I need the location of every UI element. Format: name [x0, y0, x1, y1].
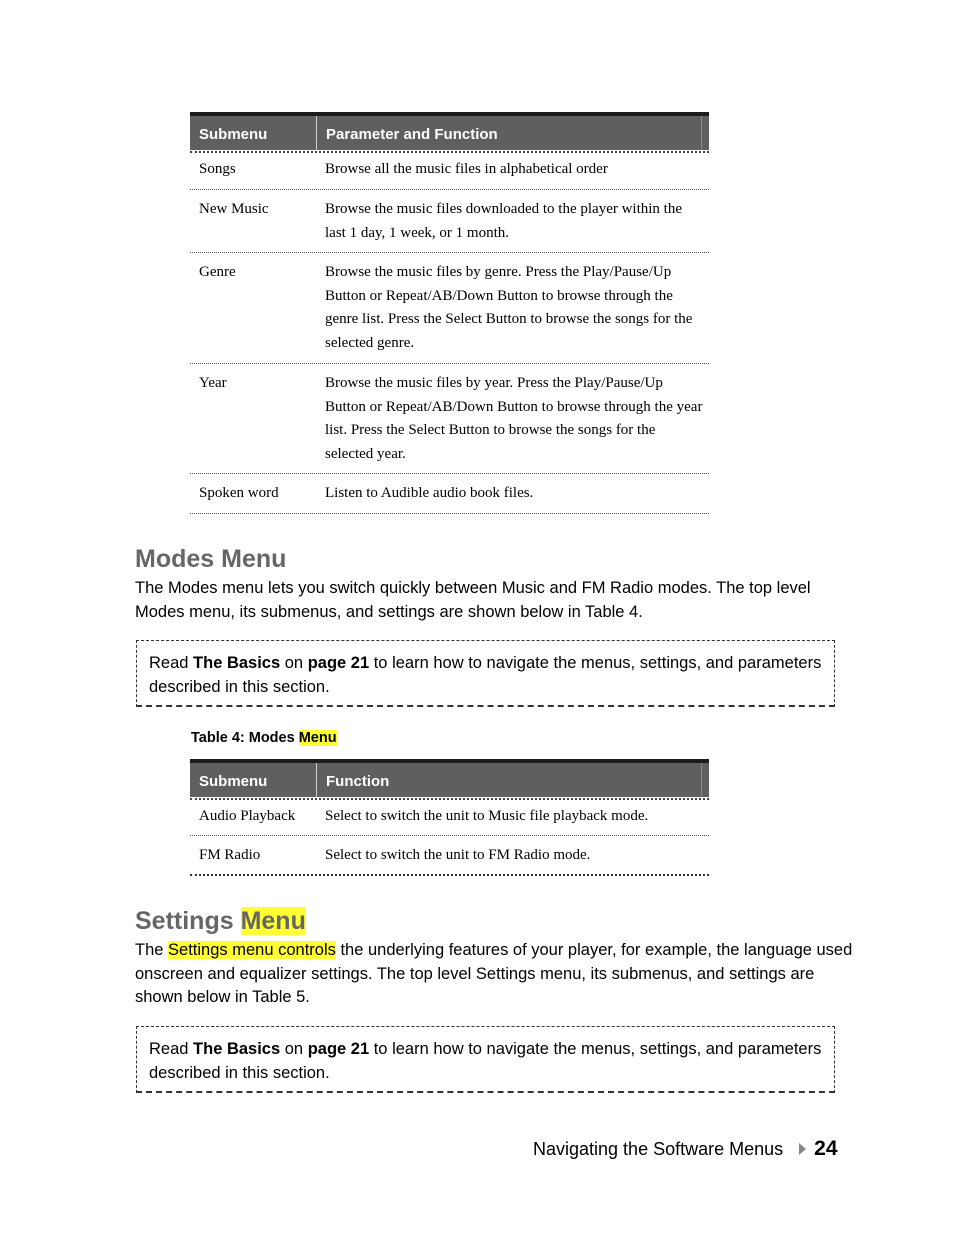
function-cell: Select to switch the unit to Music file playback mode.	[325, 808, 649, 824]
table-4-caption	[191, 730, 337, 746]
triangle-right-icon	[799, 1143, 806, 1155]
submenu-cell: Audio Playback	[199, 808, 296, 824]
table-header	[190, 112, 709, 150]
submenu-cell: Songs	[199, 161, 236, 177]
note-page-ref: page 21	[307, 1040, 370, 1058]
settings-menu-paragraph	[135, 939, 860, 1010]
column-header-submenu: Submenu	[199, 126, 268, 143]
modes-menu-heading: Modes Menu	[135, 545, 287, 573]
settings-para-rest: the underlying features of your player, for example, the language used onscreen and equalizer settings. The top level Settings menu, its submenus, and settings are shown below in Table 5.	[135, 941, 853, 1006]
settings-heading-highlight: Menu	[240, 907, 306, 935]
settings-heading-plain: Settings	[135, 907, 241, 935]
table-row	[190, 474, 709, 514]
function-cell: Listen to Audible audio book files.	[325, 485, 534, 501]
submenu-cell: New Music	[199, 201, 269, 217]
submenu-cell: FM Radio	[199, 847, 261, 863]
table-row	[190, 253, 709, 364]
settings-para-highlight: Settings menu controls	[168, 941, 336, 959]
table-row	[190, 836, 709, 876]
column-header-parameter-function: Parameter and Function	[316, 116, 701, 150]
caption-highlight: Menu	[298, 730, 337, 746]
submenu-cell: Genre	[199, 264, 236, 280]
note-box-settings	[136, 1026, 835, 1093]
page-footer	[533, 1136, 838, 1162]
submenu-table	[190, 112, 709, 514]
column-header-submenu: Submenu	[199, 773, 268, 790]
note-basics-link-text: The Basics	[193, 1040, 281, 1058]
note-basics-link-text: The Basics	[193, 654, 281, 672]
header-end-cap	[701, 116, 709, 150]
table-row	[190, 190, 709, 253]
note-on-text: on	[280, 1040, 308, 1058]
header-end-cap	[701, 763, 709, 797]
settings-para-prefix: The	[135, 941, 169, 959]
submenu-cell: Year	[199, 375, 227, 391]
note-page-ref: page 21	[307, 654, 370, 672]
note-on-text: on	[280, 654, 308, 672]
function-cell: Browse the music files by genre. Press the Play/Pause/Up Button or Repeat/AB/Down Button to browse through the genre list. Press the Select Button to browse the songs for the selected genre.	[325, 264, 693, 351]
modes-table	[190, 759, 709, 876]
note-rest-text: to learn how to navigate the menus, settings, and parameters described in this section.	[149, 654, 822, 696]
function-cell: Select to switch the unit to FM Radio mode.	[325, 847, 591, 863]
table-header	[190, 759, 709, 797]
column-header-function: Function	[316, 763, 701, 797]
function-cell: Browse the music files downloaded to the player within the last 1 day, 1 week, or 1 month.	[325, 201, 683, 241]
note-box-modes	[136, 640, 835, 707]
modes-menu-paragraph: The Modes menu lets you switch quickly between Music and FM Radio modes. The top level Modes menu, its submenus, and settings are shown below in Table 4.	[135, 579, 811, 621]
page-number: 24	[814, 1137, 838, 1160]
caption-prefix: Table 4: Modes	[191, 730, 299, 746]
submenu-cell: Spoken word	[199, 485, 279, 501]
table-row	[190, 797, 709, 836]
function-cell: Browse the music files by year. Press the Play/Pause/Up Button or Repeat/AB/Down Button to browse through the year list. Press the Select Button to browse the songs for the selected year.	[325, 375, 703, 462]
note-read-text: Read	[149, 1040, 194, 1058]
note-read-text: Read	[149, 654, 194, 672]
settings-menu-heading	[135, 907, 306, 936]
note-rest-text: to learn how to navigate the menus, settings, and parameters described in this section.	[149, 1040, 822, 1082]
footer-section-title: Navigating the Software Menus	[533, 1138, 784, 1159]
table-row	[190, 150, 709, 190]
function-cell: Browse all the music files in alphabetical order	[325, 161, 608, 177]
table-row	[190, 364, 709, 474]
